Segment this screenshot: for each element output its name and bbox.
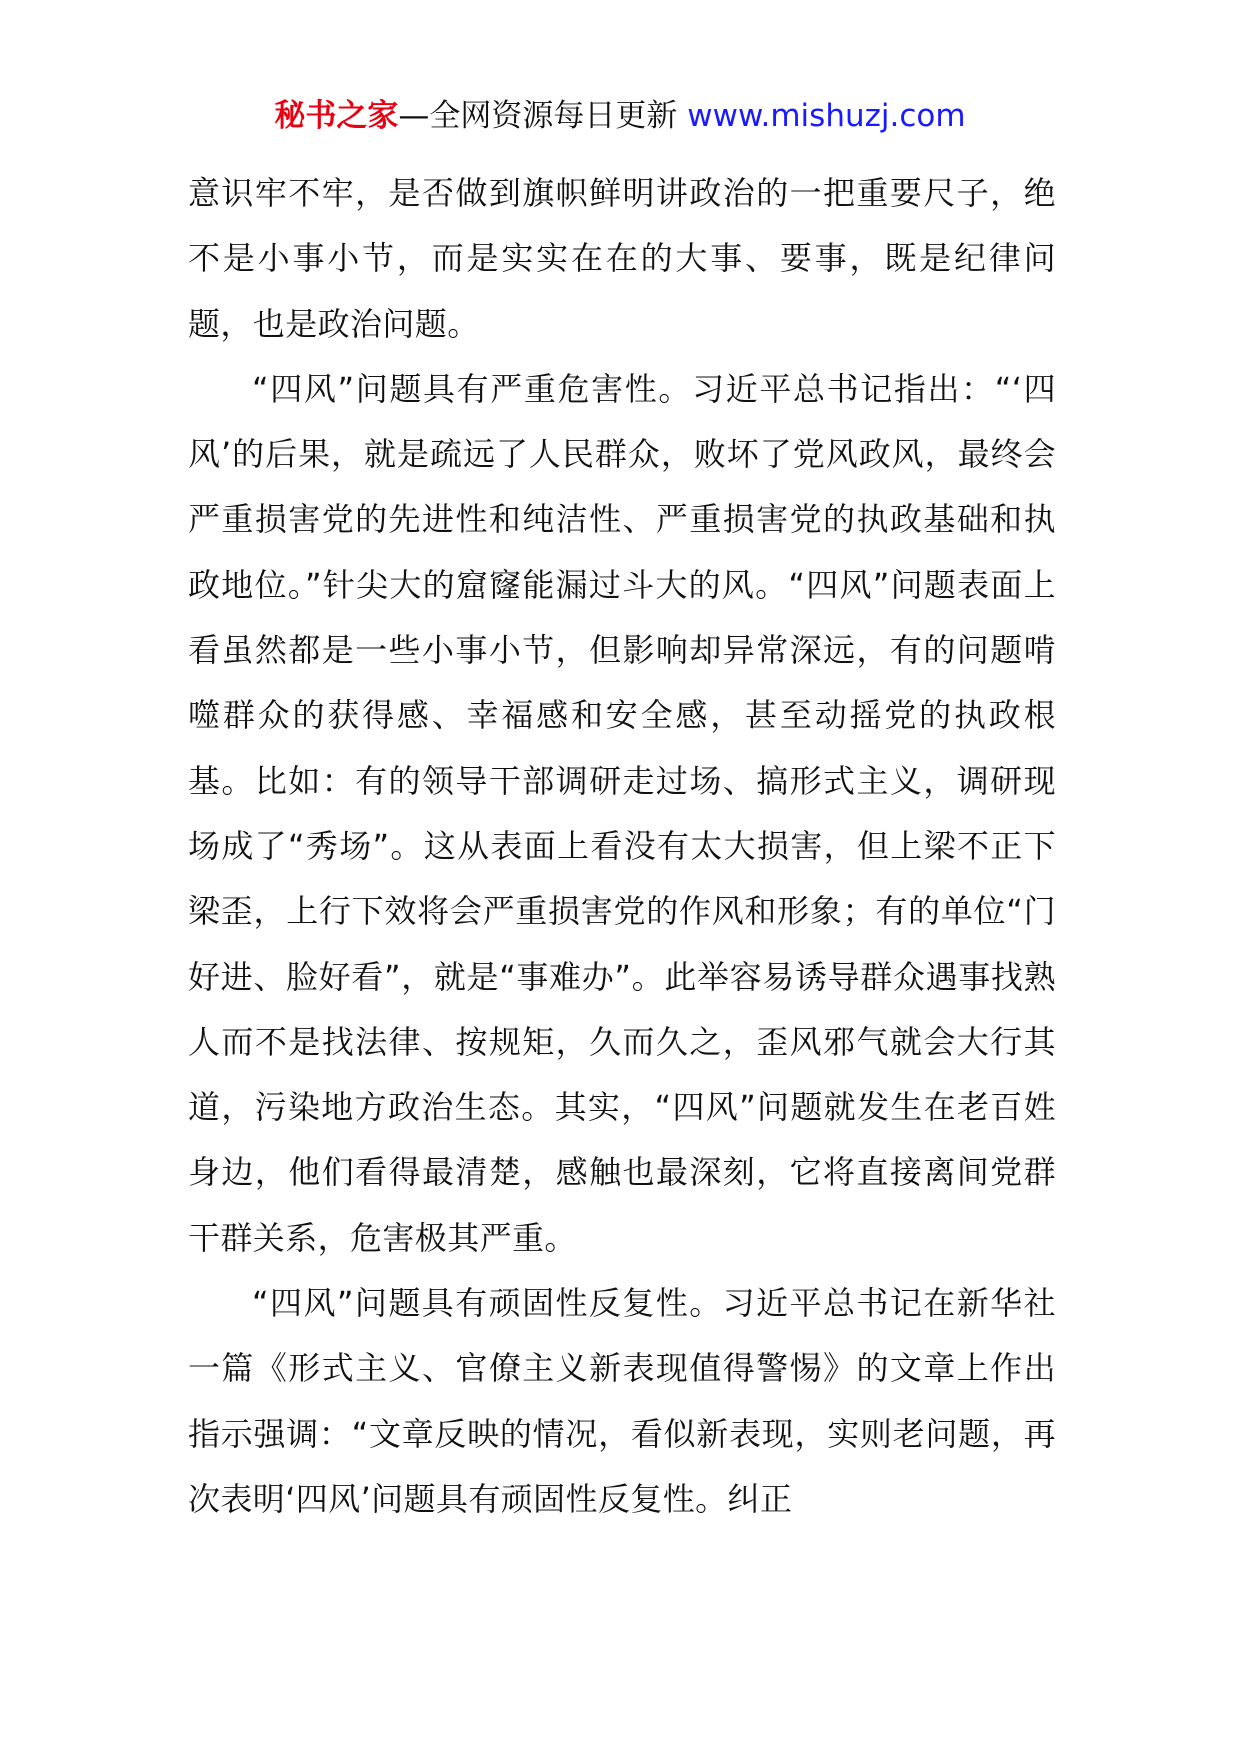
site-brand: 秘书之家 xyxy=(274,98,399,134)
paragraph-recurrence: “四风”问题具有顽固性反复性。习近平总书记在新华社一篇《形式主义、官僚主义新表现值得警惕》的文章上作出指示强调：“文章反映的情况，看似新表现，实则老问题，再次表明‘四风’问题具有顽固性反复性。纠正 xyxy=(188,1284,1056,1518)
site-url-link[interactable]: www.mishuzj.com xyxy=(687,98,966,134)
document-body xyxy=(188,161,1056,1532)
paragraph-continuation: 意识牢不牢，是否做到旗帜鲜明讲政治的一把重要尺子，绝不是小事小节，而是实实在在的大事、要事，既是纪律问题，也是政治问题。 xyxy=(188,174,1056,343)
site-tagline: —全网资源每日更新 xyxy=(398,98,688,134)
paragraph-harmfulness: “四风”问题具有严重危害性。习近平总书记指出：“‘四风’的后果，就是疏远了人民群众，败坏了党风政风，最终会严重损害党的先进性和纯洁性、严重损害党的执政基础和执政地位。”针尖大的窟窿能漏过斗大的风。“四风”问题表面上看虽然都是一些小事小节，但影响却异常深远，有的问题啃噬群众的获得感、幸福感和安全感，甚至动摇党的执政根基。比如：有的领导干部调研走过场、搞形式主义，调研现场成了“秀场”。这从表面上看没有太大损害，但上梁不正下梁歪，上行下效将会严重损害党的作风和形象；有的单位“门好进、脸好看”，就是“事难办”。此举容易诱导群众遇事找熟人而不是找法律、按规矩，久而久之，歪风邪气就会大行其道，污染地方政治生态。其实，“四风”问题就发生在老百姓身边，他们看得最清楚，感触也最深刻，它将直接离间党群干群关系，危害极其严重。 xyxy=(188,369,1056,1257)
site-header xyxy=(0,96,1240,136)
